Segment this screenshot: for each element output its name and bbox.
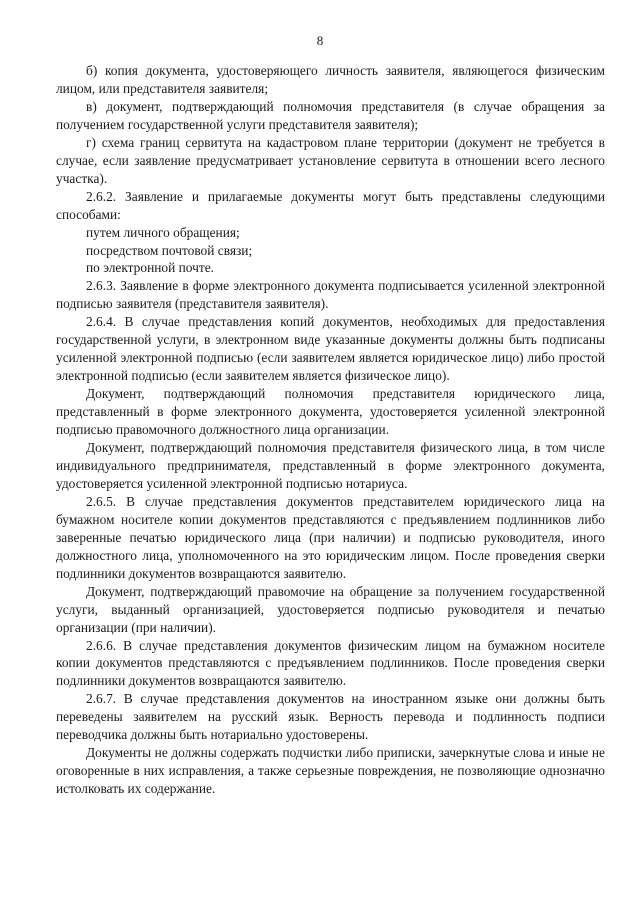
- paragraph-legal-entity-authority: Документ, подтверждающий полномочия представителя юридического лица, представленный в форме электронного документа, удостоверяется усиленной электронной подписью правомочного должностного лица организации.: [56, 386, 605, 438]
- paragraph-item-b: б) копия документа, удостоверяющего личность заявителя, являющегося физическим лицом, или представителя заявителя;: [56, 63, 605, 96]
- paragraph-2-6-2: 2.6.2. Заявление и прилагаемые документы могут быть представлены следующими способами:: [56, 188, 605, 222]
- method-in-person: путем личного обращения;: [86, 224, 240, 240]
- page-number: 8: [316, 33, 324, 48]
- paragraph-individual-authority: Документ, подтверждающий полномочия представителя физического лица, в том числе индивидуального предпринимателя, представленный в форме электронного документа, удостоверяется усиленной электронной подписью нотариуса.: [56, 440, 605, 491]
- paragraph-document-requirements: Документы не должны содержать подчистки либо приписки, зачеркнутые слова и иные не оговоренные в них исправления, а также серьезные повреждения, не позволяющие однозначно истолковать их содержание.: [56, 745, 605, 797]
- document-body: [56, 62, 605, 798]
- paragraph-2-6-4: 2.6.4. В случае представления копий документов, необходимых для предоставления государственной услуги, в электронном виде указанные документы должны быть подписаны усиленной электронной подписью (если заявителем является юридическое лицо) либо простой электронной подписью (если заявителем является физическое лицо).: [56, 314, 605, 384]
- paragraph-2-6-5: 2.6.5. В случае представления документов представителем юридического лица на бумажном носителе копии документов представляются с предъявлением подлинников либо заверенные печатью юридического лица (при наличии) и подписью руководителя, иного должностного лица, уполномоченного на это юридическим лицом. После проведения сверки подлинники документов возвращаются заявителю.: [56, 493, 605, 581]
- paragraph-2-6-6: 2.6.6. В случае представления документов физическим лицом на бумажном носителе копии документов представляются с предъявлением подлинников. После проведения сверки подлинники документов возвращаются заявителю.: [56, 637, 605, 689]
- paragraph-2-6-7: 2.6.7. В случае представления документов на иностранном языке они должны быть переведены заявителем на русский язык. Верность перевода и подлинность подписи переводчика должны быть нотариально удостоверены.: [56, 691, 605, 743]
- method-email: по электронной почте.: [86, 260, 215, 276]
- paragraph-item-g: г) схема границ сервитута на кадастровом плане территории (документ не требуется в случае, если заявление предусматривает установление сервитута в отношении всего лесного участка).: [56, 134, 605, 186]
- paragraph-item-v: в) документ, подтверждающий полномочия представителя (в случае обращения за получением государственной услуги представителя заявителя);: [56, 98, 605, 132]
- paragraph-2-6-3: 2.6.3. Заявление в форме электронного документа подписывается усиленной электронной подписью заявителя (представителя заявителя).: [56, 278, 605, 312]
- paragraph-authority-document: Документ, подтверждающий правомочие на обращение за получением государственной услуги, выданный организацией, удостоверяется подписью руководителя и печатью организации (при наличии).: [56, 583, 605, 635]
- method-post: посредством почтовой связи;: [86, 242, 253, 258]
